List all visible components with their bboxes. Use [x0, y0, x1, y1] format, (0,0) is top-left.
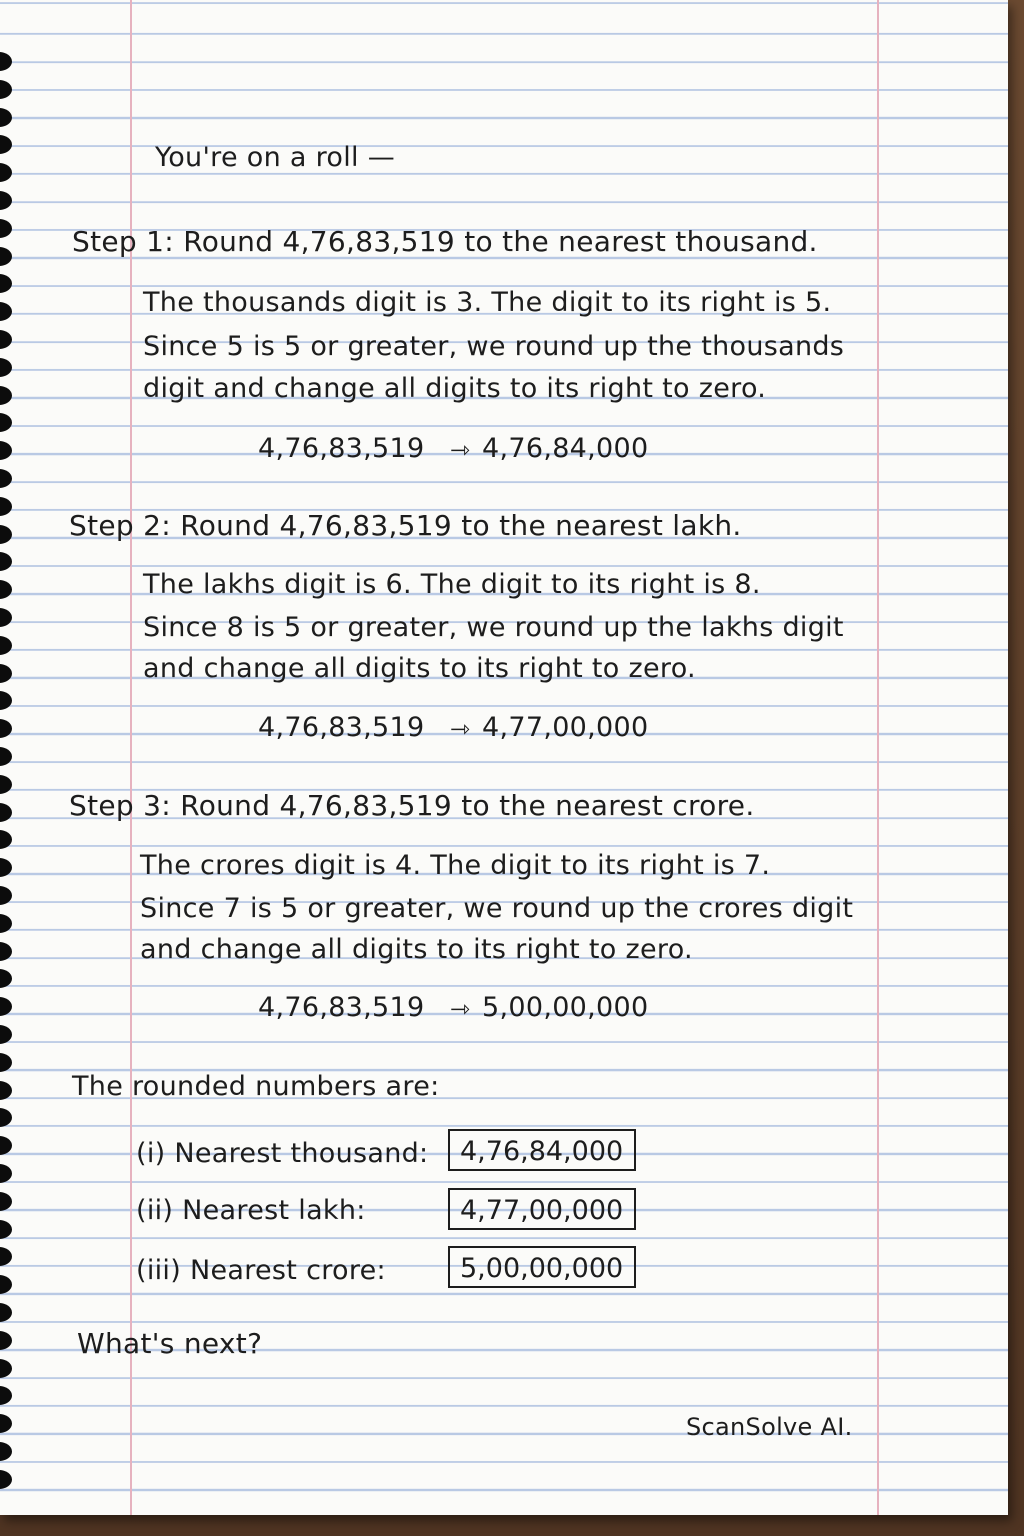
binding-hole: [0, 80, 12, 99]
step-3-line-3: and change all digits to its right to zero.: [140, 934, 693, 965]
result-crore-label: (iii) Nearest crore:: [136, 1255, 386, 1286]
binding-hole: [0, 469, 12, 488]
binding-hole: [0, 1470, 12, 1489]
binding-hole: [0, 413, 12, 432]
binding-hole: [0, 942, 12, 961]
binding-hole: [0, 1247, 12, 1266]
step-3-heading: Step 3: Round 4,76,83,519 to the nearest crore.: [69, 789, 755, 822]
binding-hole: [0, 191, 12, 210]
binding-hole: [0, 580, 12, 599]
step-3-arrow-icon: ⇾: [450, 995, 471, 1023]
binding-hole: [0, 358, 12, 377]
binding-hole: [0, 1303, 12, 1322]
binding-hole: [0, 1386, 12, 1405]
result-crore-value: 5,00,00,000: [448, 1246, 636, 1288]
step-1-arrow-icon: ⇾: [450, 436, 471, 464]
binding-hole: [0, 552, 12, 571]
binding-hole: [0, 719, 12, 738]
binding-hole: [0, 775, 12, 794]
binding-hole: [0, 1081, 12, 1100]
binding-hole: [0, 108, 12, 127]
binding-hole: [0, 636, 12, 655]
binding-hole: [0, 858, 12, 877]
spiral-binding-holes: [0, 52, 16, 1492]
step-3-line-1: The crores digit is 4. The digit to its right is 7.: [140, 850, 771, 881]
binding-hole: [0, 1359, 12, 1378]
binding-hole: [0, 608, 12, 627]
binding-hole: [0, 330, 12, 349]
step-1-heading: Step 1: Round 4,76,83,519 to the nearest thousand.: [72, 225, 818, 258]
result-lakh-label: (ii) Nearest lakh:: [136, 1195, 366, 1226]
result-lakh-value: 4,77,00,000: [448, 1188, 636, 1230]
step-2-rounded-number: 4,77,00,000: [482, 712, 649, 743]
binding-hole: [0, 969, 12, 988]
closing-question: What's next?: [77, 1327, 263, 1360]
step-1-line-2: Since 5 is 5 or greater, we round up the thousands: [143, 331, 845, 362]
binding-hole: [0, 247, 12, 266]
binding-hole: [0, 1108, 12, 1127]
summary-title: The rounded numbers are:: [72, 1071, 440, 1102]
binding-hole: [0, 830, 12, 849]
binding-hole: [0, 886, 12, 905]
binding-hole: [0, 1331, 12, 1350]
binding-hole: [0, 997, 12, 1016]
binding-hole: [0, 52, 12, 71]
binding-hole: [0, 1442, 12, 1461]
binding-hole: [0, 803, 12, 822]
right-margin-line: [877, 0, 879, 1515]
binding-hole: [0, 1136, 12, 1155]
binding-hole: [0, 302, 12, 321]
step-1-original-number: 4,76,83,519: [258, 433, 425, 464]
step-1-line-1: The thousands digit is 3. The digit to its right is 5.: [143, 287, 832, 318]
binding-hole: [0, 497, 12, 516]
step-2-line-1: The lakhs digit is 6. The digit to its right is 8.: [143, 569, 761, 600]
signature: ScanSolve AI.: [686, 1413, 853, 1441]
binding-hole: [0, 914, 12, 933]
step-2-line-2: Since 8 is 5 or greater, we round up the lakhs digit: [143, 612, 844, 643]
step-1-line-3: digit and change all digits to its right to zero.: [143, 373, 767, 404]
step-2-line-3: and change all digits to its right to zero.: [143, 653, 696, 684]
step-3-rounded-number: 5,00,00,000: [482, 992, 649, 1023]
binding-hole: [0, 1275, 12, 1294]
binding-hole: [0, 1414, 12, 1433]
binding-hole: [0, 747, 12, 766]
step-1-rounded-number: 4,76,84,000: [482, 433, 649, 464]
binding-hole: [0, 135, 12, 154]
binding-hole: [0, 386, 12, 405]
step-3-original-number: 4,76,83,519: [258, 992, 425, 1023]
binding-hole: [0, 219, 12, 238]
result-thousand-label: (i) Nearest thousand:: [136, 1138, 429, 1169]
binding-hole: [0, 1164, 12, 1183]
step-3-line-2: Since 7 is 5 or greater, we round up the crores digit: [140, 893, 854, 924]
binding-hole: [0, 274, 12, 293]
result-thousand-value: 4,76,84,000: [448, 1129, 636, 1171]
binding-hole: [0, 1025, 12, 1044]
binding-hole: [0, 163, 12, 182]
step-2-original-number: 4,76,83,519: [258, 712, 425, 743]
binding-hole: [0, 441, 12, 460]
binding-hole: [0, 691, 12, 710]
intro-text: You're on a roll —: [155, 142, 396, 173]
binding-hole: [0, 1192, 12, 1211]
step-2-heading: Step 2: Round 4,76,83,519 to the nearest lakh.: [69, 509, 742, 542]
step-2-arrow-icon: ⇾: [450, 715, 471, 743]
binding-hole: [0, 525, 12, 544]
binding-hole: [0, 1220, 12, 1239]
binding-hole: [0, 1053, 12, 1072]
binding-hole: [0, 664, 12, 683]
